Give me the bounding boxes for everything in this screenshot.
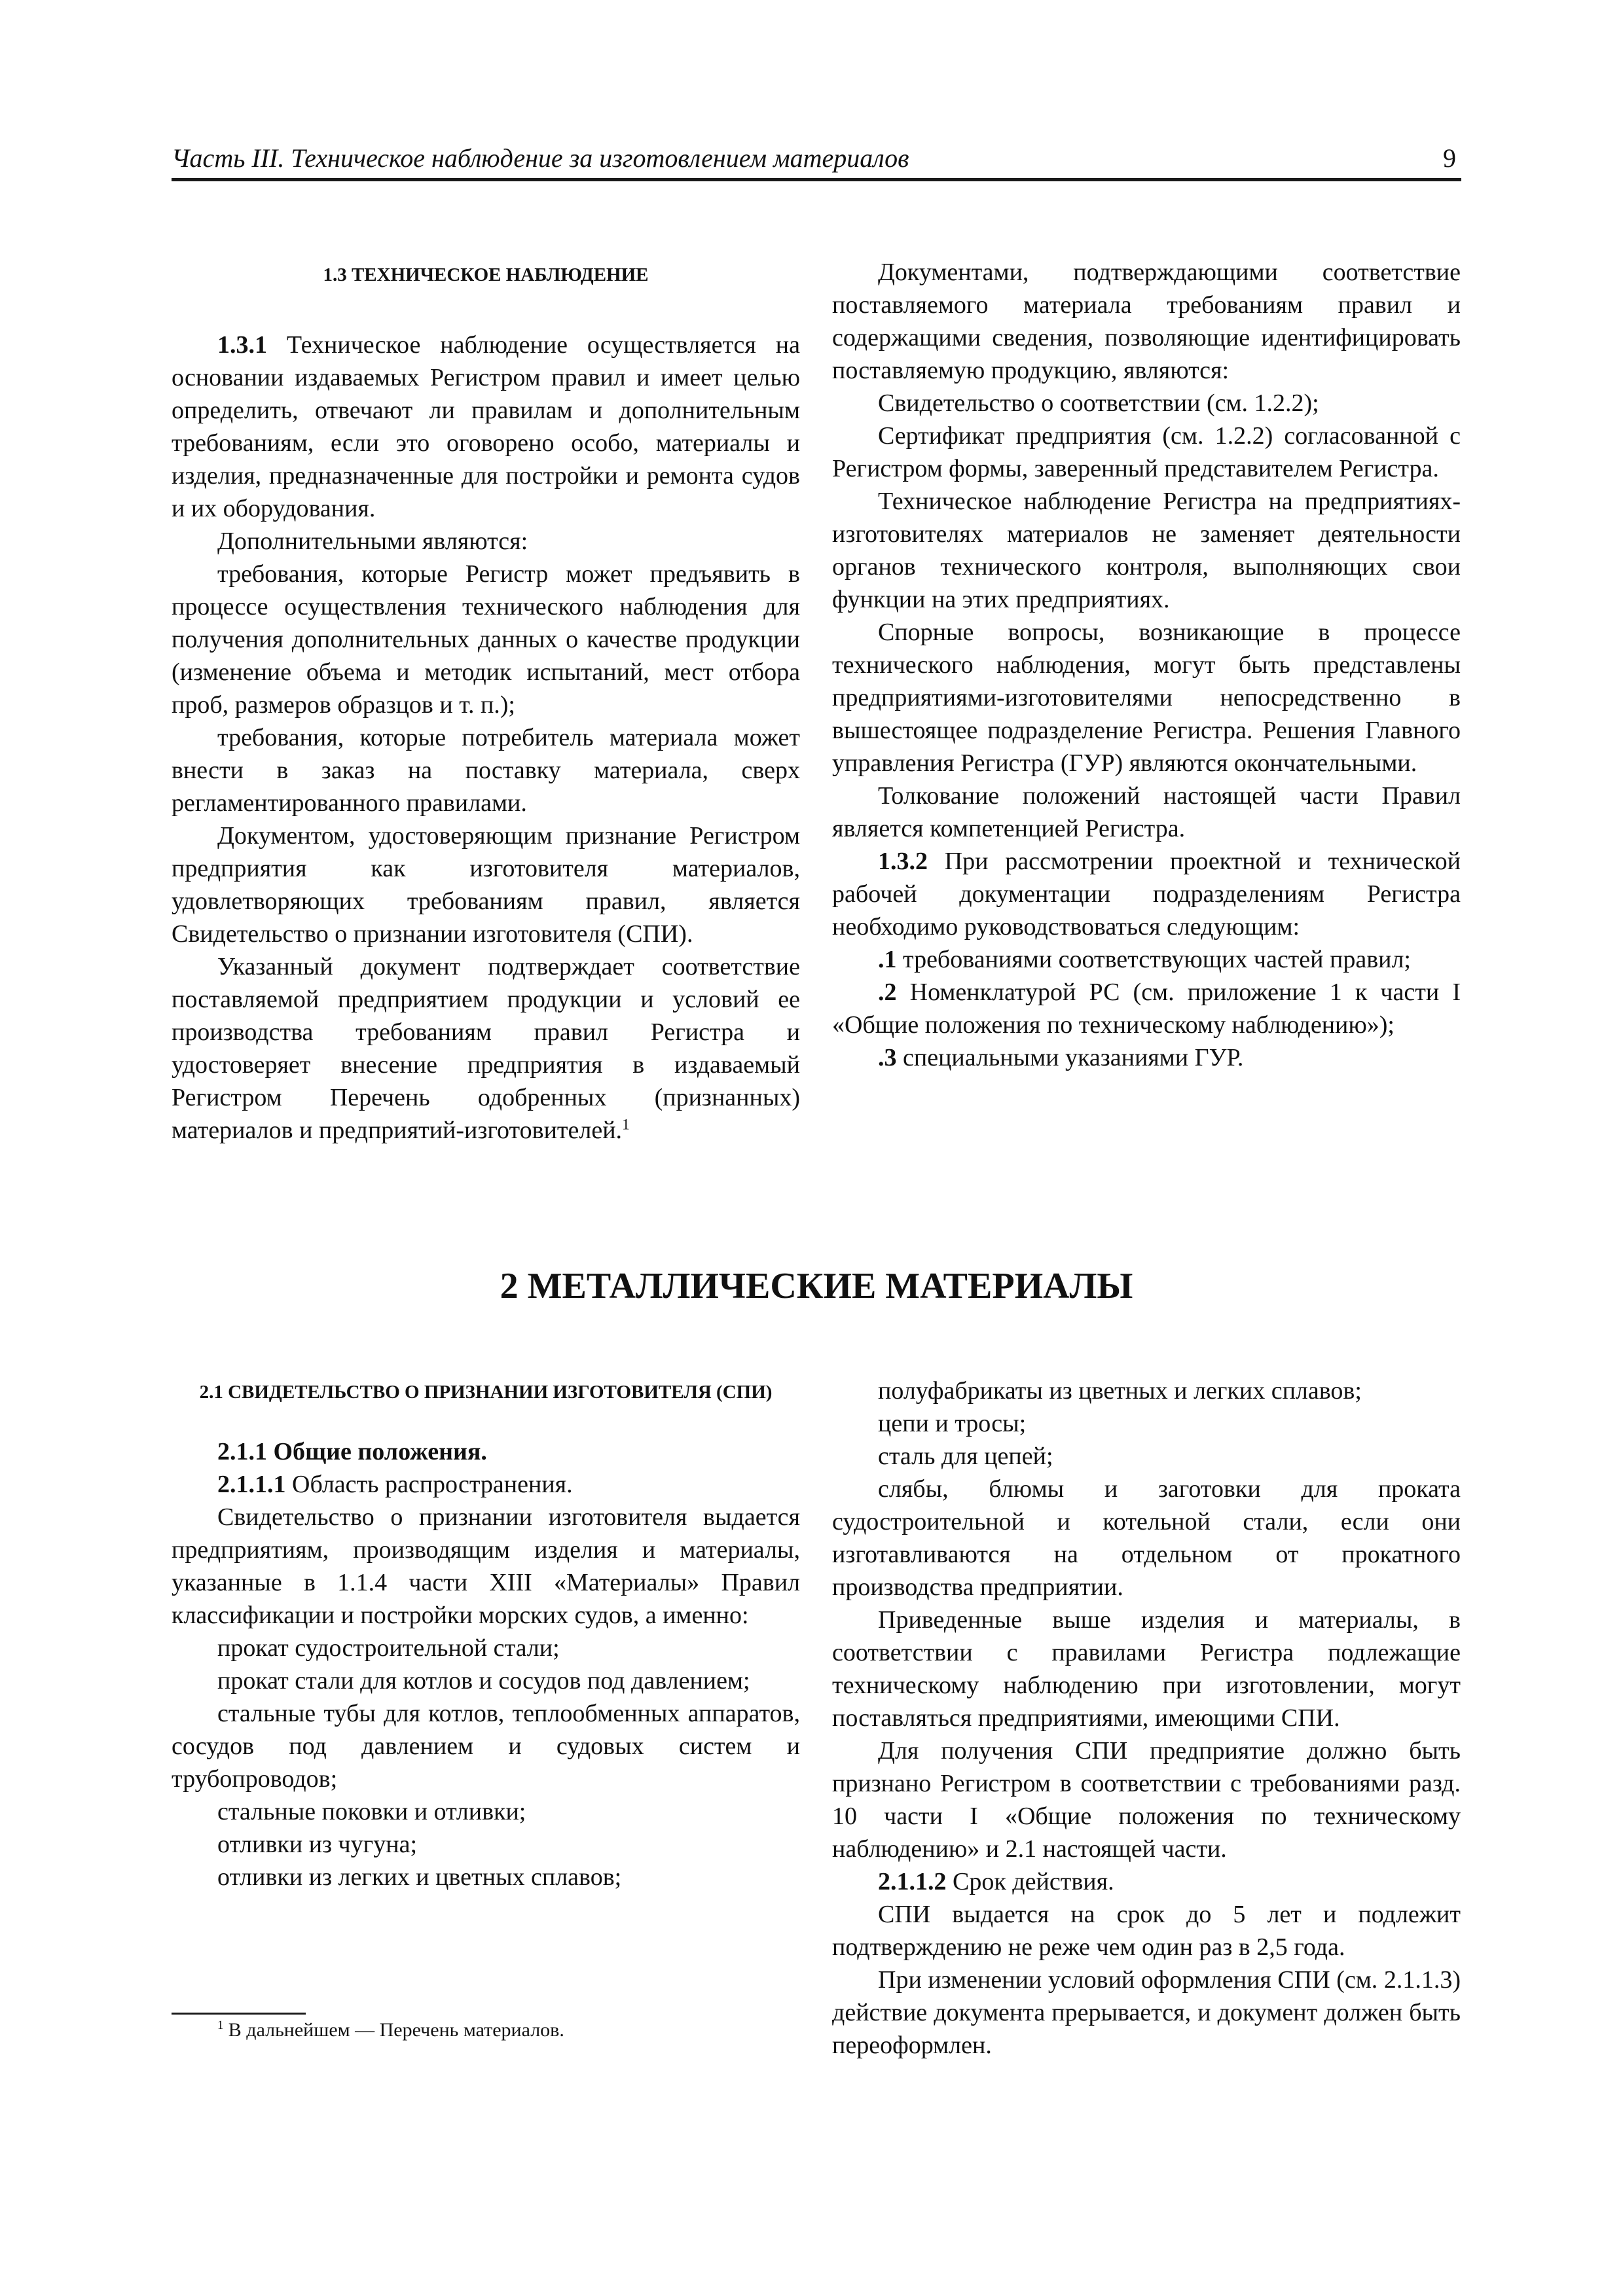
paragraph: Документом, удостоверяющим признание Регистром предприятия как изготовителя материалов, удовлетворяющих требованиям правил, является Свидетельство о признании изготовителя (СПИ).	[172, 822, 800, 948]
paragraph-1-3-1: 1.3.1 Техническое наблюдение осуществляется на основании издаваемых Регистром правил и имеет целью определить, отвечают ли правилам и дополнительным требованиям, если это оговорено особо, материалы и изделия, предназначенные для постройки и ремонта судов и их оборудования.	[172, 331, 800, 522]
paragraph: Спорные вопросы, возникающие в процессе технического наблюдения, могут быть представлены предприятиями-изготовителями непосредственно в вышестоящее подразделение Регистра. Решения Главного управления Регистра (ГУР) являются окончательными.	[832, 619, 1461, 777]
paragraph: Дополнительными являются:	[217, 528, 528, 555]
footnote: $^1$ В дальнейшем — Перечень материалов.	[217, 2018, 564, 2041]
list-item: сталь для цепей;	[878, 1443, 1053, 1470]
list-item: стальные тубы для котлов, теплообменных аппаратов, сосудов под давлением и судовых систем и трубопроводов;	[172, 1700, 800, 1793]
clause-number: 1.3.2	[878, 848, 928, 875]
chapter-title: 2 МЕТАЛЛИЧЕСКИЕ МАТЕРИАЛЫ	[500, 1266, 1133, 1306]
running-header	[172, 139, 1461, 181]
clause-number: 2.1.1.2	[878, 1868, 947, 1895]
section-1-3-heading: 1.3 ТЕХНИЧЕСКОЕ НАБЛЮДЕНИЕ	[323, 264, 649, 285]
list-item: .1 требованиями соответствующих частей правил;	[878, 946, 1411, 973]
section-2-1-heading: 2.1 СВИДЕТЕЛЬСТВО О ПРИЗНАНИИ ИЗГОТОВИТЕЛЯ (СПИ)	[199, 1382, 773, 1403]
list-item: .3 специальными указаниями ГУР.	[878, 1044, 1244, 1071]
paragraph-2-1-1-2: 2.1.1.2 Срок действия.	[878, 1868, 1114, 1895]
paragraph: Для получения СПИ предприятие должно быть признано Регистром в соответствии с требованиями разд. 10 части I «Общие положения по техническому наблюдению» и 2.1 настоящей части.	[832, 1737, 1461, 1863]
list-item: полуфабрикаты из цветных и легких сплавов;	[878, 1377, 1362, 1405]
subsection-heading: 2.1.1 Общие положения.	[217, 1438, 487, 1465]
paragraph: Указанный документ подтверждает соответствие поставляемой предприятием продукции и условий ее производства требованиям правил Регистра и удостоверяет внесение предприятия в издаваемый Регистром Перечень одобренных (признанных) материалов и предприятий-изготовителей.$^1$	[172, 953, 800, 1144]
paragraph: При изменении условий оформления СПИ (см. 2.1.1.3) действие документа прерывается, и документ должен быть переоформлен.	[832, 1966, 1461, 2059]
footnote-marker: 1	[622, 1116, 630, 1134]
list-item: цепи и тросы;	[878, 1410, 1027, 1437]
page-number: 9	[1443, 143, 1456, 173]
list-item: отливки из легких и цветных сплавов;	[217, 1863, 622, 1891]
paragraph: Толкование положений настоящей части Правил является компетенцией Регистра.	[832, 782, 1461, 842]
section-1-3-right-column	[832, 256, 1461, 1074]
section-1-3-left-column	[172, 262, 800, 1147]
section-2-1-right-column	[832, 1374, 1461, 2062]
list-item: .2 Номенклатурой РС (см. приложение 1 к части I «Общие положения по техническому наблюдению»);	[832, 978, 1461, 1039]
list-item: прокат судостроительной стали;	[217, 1634, 560, 1662]
list-item: стальные поковки и отливки;	[217, 1798, 526, 1825]
footnote-rule	[172, 2013, 306, 2015]
clause-number: 2.1.1.1	[217, 1471, 286, 1498]
clause-number: 1.3.1	[217, 331, 267, 359]
running-header-title: Часть III. Техническое наблюдение за изготовлением материалов	[172, 143, 909, 173]
footnote-mark: 1	[217, 2018, 224, 2032]
paragraph: Свидетельство о признании изготовителя выдается предприятиям, производящим изделия и материалы, указанные в 1.1.4 части XIII «Материалы» Правил классификации и постройки морских судов, а именно:	[172, 1503, 800, 1629]
list-item: прокат стали для котлов и сосудов под давлением;	[217, 1667, 750, 1695]
paragraph: требования, которые потребитель материала может внести в заказ на поставку материала, сверх регламентированного правилами.	[172, 724, 800, 817]
section-2-1-left-column	[172, 1379, 800, 1893]
list-item: отливки из чугуна;	[217, 1831, 418, 1858]
paragraph: Документами, подтверждающими соответствие поставляемого материала требованиям правил и содержащими сведения, позволяющие идентифицировать поставляемую продукцию, являются:	[832, 259, 1461, 384]
list-item: слябы, блюмы и заготовки для проката судостроительной и котельной стали, если они изготавливаются на отдельном от прокатного производства предприятии.	[832, 1475, 1461, 1601]
paragraph: СПИ выдается на срок до 5 лет и подлежит подтверждению не реже чем один раз в 2,5 года.	[832, 1901, 1461, 1961]
paragraph: Приведенные выше изделия и материалы, в соответствии с правилами Регистра подлежащие техническому наблюдению при изготовлении, могут поставляться предприятиями, имеющими СПИ.	[832, 1606, 1461, 1732]
paragraph: Свидетельство о соответствии (см. 1.2.2);	[878, 389, 1319, 417]
paragraph-2-1-1-1: 2.1.1.1 Область распространения.	[217, 1471, 573, 1498]
paragraph: Сертификат предприятия (см. 1.2.2) согласованной с Регистром формы, заверенный представителем Регистра.	[832, 422, 1461, 482]
paragraph: Техническое наблюдение Регистра на предприятиях-изготовителях материалов не заменяет деятельности органов технического контроля, выполняющих свои функции на этих предприятиях.	[832, 488, 1461, 613]
paragraph: требования, которые Регистр может предъявить в процессе осуществления технического наблюдения для получения дополнительных данных о качестве продукции (изменение объема и методик испытаний, мест отбора проб, размеров образцов и т. п.);	[172, 560, 800, 719]
paragraph-1-3-2: 1.3.2 При рассмотрении проектной и технической рабочей документации подразделениям Регистра необходимо руководствоваться следующим:	[832, 848, 1461, 941]
